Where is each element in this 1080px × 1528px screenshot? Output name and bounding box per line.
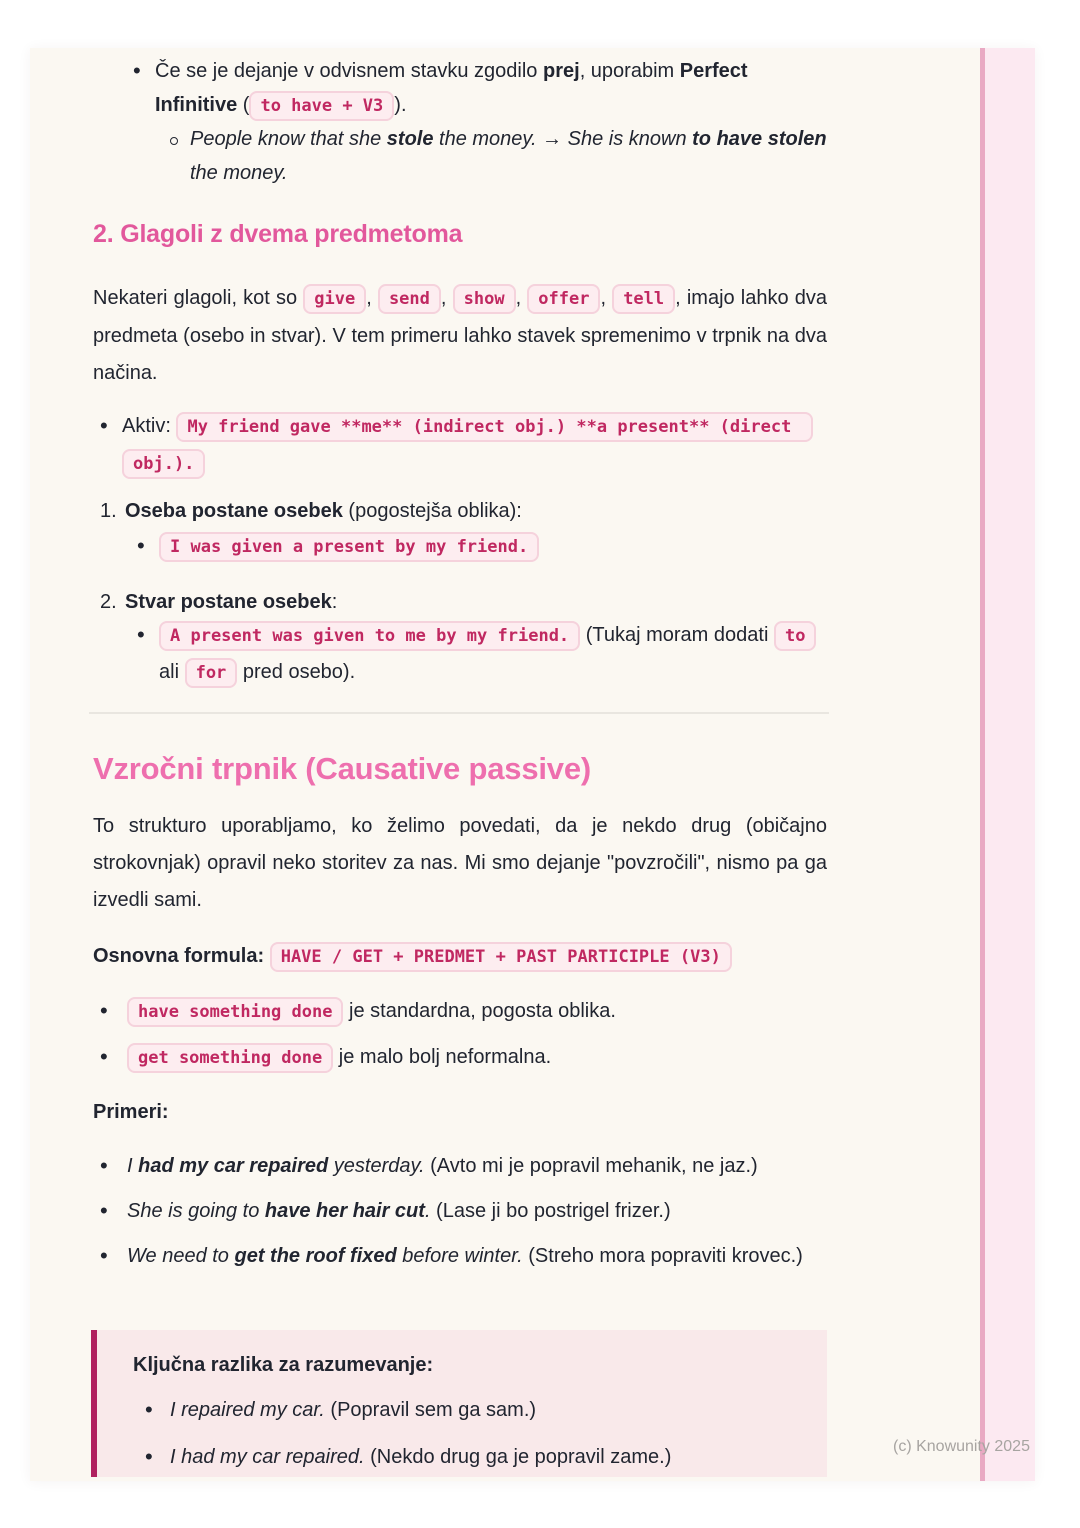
- list-item-text: [127, 1150, 827, 1182]
- inline-code-passive-1: I was given a present by my friend.: [159, 532, 539, 562]
- inline-code-formula: HAVE / GET + PREDMET + PAST PARTICIPLE (V3): [270, 942, 732, 972]
- text-segment: ).: [394, 94, 407, 116]
- italic-text: I had my car repaired.: [170, 1446, 365, 1468]
- list-item-have-done: [93, 993, 827, 1030]
- text-segment: (Streho mora popraviti krovec.): [522, 1245, 803, 1267]
- list-item-text: [170, 1441, 801, 1473]
- italic-text: .: [424, 1200, 431, 1222]
- section-divider: [89, 712, 829, 714]
- list-item-passive-person: [93, 528, 827, 565]
- circle-bullet-icon: [170, 122, 190, 156]
- list-item-get-done: [93, 1039, 827, 1076]
- callout-title: Ključna razlika za razumevanje:: [133, 1354, 434, 1376]
- text-segment: Nekateri glagoli, kot so: [93, 287, 304, 309]
- italic-text: We need to: [127, 1245, 235, 1267]
- list-item-text: [159, 528, 827, 565]
- formula-line: [93, 938, 827, 975]
- inline-code-active-sentence: My friend gave **me** (indirect obj.) **a present** (direct obj.).: [122, 412, 813, 479]
- bullet-icon: [145, 1441, 170, 1474]
- numbered-item-2: [93, 585, 827, 619]
- section-heading-two-objects: 2. Glagoli z dvema predmetoma: [93, 220, 463, 248]
- bold-text: Oseba postane osebek: [125, 500, 343, 522]
- bullet-icon: [100, 1150, 127, 1183]
- bullet-icon: [133, 54, 155, 89]
- inline-code-have-something-done: have something done: [127, 997, 343, 1027]
- inline-code-for: for: [185, 658, 238, 688]
- list-item-passive-thing: [93, 617, 827, 691]
- bullet-icon: [100, 408, 122, 445]
- italic-text: I: [127, 1155, 139, 1177]
- bold-italic-text: have her hair cut: [264, 1200, 425, 1222]
- page-title-causative: Vzročni trpnik (Causative passive): [93, 751, 591, 786]
- list-number: 1.: [100, 500, 117, 522]
- inline-code-passive-2: A present was given to me by my friend.: [159, 621, 580, 651]
- page-edge-stripe: [980, 48, 1035, 1481]
- callout-item-repaired-myself: [133, 1394, 801, 1427]
- text-segment: , uporabim: [579, 60, 680, 82]
- list-item-text: [159, 617, 827, 691]
- text-segment: ,: [515, 287, 528, 309]
- inline-code-tell: tell: [612, 284, 675, 314]
- text-segment: (Popravil sem ga sam.): [324, 1399, 537, 1421]
- text-segment: (Avto mi je popravil mehanik, ne jaz.): [424, 1155, 758, 1177]
- list-item-example: [93, 122, 827, 190]
- examples-label: [93, 1096, 827, 1128]
- example-item-roof: [93, 1240, 827, 1273]
- bullet-icon: [145, 1394, 170, 1427]
- text-segment: pred osebo).: [237, 661, 356, 683]
- text-segment: :: [331, 591, 338, 613]
- inline-code: to have + V3: [249, 91, 394, 121]
- copyright-watermark: (c) Knowunity 2025: [893, 1438, 1030, 1455]
- text-segment: the money. → She is known: [433, 128, 693, 150]
- bold-italic-text: had my car repaired: [138, 1155, 329, 1177]
- text-segment: ,: [600, 287, 613, 309]
- text-segment: je malo bolj neformalna.: [333, 1046, 552, 1068]
- text-segment: (: [237, 94, 250, 116]
- list-item-text: [127, 1240, 827, 1272]
- callout-item-had-repaired: [133, 1441, 801, 1474]
- list-item-perfect-infinitive: [93, 54, 827, 123]
- document-content: [93, 48, 827, 1481]
- text-segment: the money.: [190, 162, 288, 184]
- bold-italic-text: get the roof fixed: [234, 1245, 397, 1267]
- text-segment: ,: [440, 287, 453, 309]
- text-segment: ,: [366, 287, 378, 309]
- document-page: [30, 48, 1035, 1481]
- list-item-text: [190, 122, 827, 190]
- list-item-text: [127, 1195, 827, 1227]
- inline-code-give: give: [303, 284, 366, 314]
- bold-text: prej: [543, 60, 580, 82]
- list-item-text: [127, 993, 827, 1030]
- example-item-car: [93, 1150, 827, 1183]
- list-item-text: [155, 54, 827, 123]
- formula-label: Osnovna formula:: [93, 945, 270, 967]
- list-number: 2.: [100, 591, 117, 613]
- text-segment: (Nekdo drug ga je popravil zame.): [364, 1446, 672, 1468]
- bold-text: Stvar postane osebek: [125, 591, 332, 613]
- italic-text: She is going to: [127, 1200, 265, 1222]
- bold-text: Perfect Infinitive: [155, 60, 748, 116]
- bullet-icon: [137, 528, 159, 565]
- bullet-icon: [100, 993, 127, 1030]
- text-segment: je standardna, pogosta oblika.: [343, 1000, 616, 1022]
- inline-code-to: to: [774, 621, 816, 651]
- example-item-hair: [93, 1195, 827, 1228]
- text-segment: (pogostejša oblika):: [342, 500, 522, 522]
- key-difference-callout: [91, 1330, 827, 1477]
- text-segment: , imajo lahko dva predmeta (osebo in stvar). V tem primeru lahko stavek spremenimo v trpnik na dva načina.: [93, 287, 827, 384]
- bold-text: Primeri:: [93, 1101, 169, 1123]
- list-item-text: [127, 1039, 827, 1076]
- text-segment: Če se je dejanje v odvisnem stavku zgodilo: [155, 60, 543, 82]
- text-segment: ali: [159, 661, 185, 683]
- bullet-icon: [100, 1195, 127, 1228]
- text-segment: Aktiv:: [122, 415, 177, 437]
- list-item-aktiv: [93, 408, 827, 482]
- paragraph-causative: To strukturo uporabljamo, ko želimo povedati, da je nekdo drug (običajno strokovnjak) opravil neko storitev za nas. Mi smo dejanje "povzročili", nismo pa ga izvedli sami.: [93, 815, 827, 911]
- bullet-icon: [137, 617, 159, 654]
- bold-text: stole: [386, 128, 434, 150]
- list-item-text: [125, 585, 827, 619]
- list-item-text: [170, 1394, 801, 1426]
- numbered-item-1: [93, 494, 827, 528]
- bullet-icon: [100, 1240, 127, 1273]
- text-segment: (Tukaj moram dodati: [580, 624, 774, 646]
- bold-text: to have stolen: [692, 128, 827, 150]
- list-item-text: [122, 408, 827, 482]
- inline-code-offer: offer: [527, 284, 600, 314]
- bullet-icon: [100, 1039, 127, 1076]
- list-item-text: [125, 494, 827, 528]
- text-segment: People know that she: [190, 128, 387, 150]
- inline-code-send: send: [378, 284, 441, 314]
- inline-code-get-something-done: get something done: [127, 1043, 333, 1073]
- italic-text: I repaired my car.: [170, 1399, 325, 1421]
- inline-code-show: show: [453, 284, 516, 314]
- text-segment: (Lase ji bo postrigel frizer.): [430, 1200, 671, 1222]
- italic-text: yesterday.: [328, 1155, 425, 1177]
- italic-text: before winter.: [396, 1245, 523, 1267]
- paragraph-verbs: [93, 280, 827, 392]
